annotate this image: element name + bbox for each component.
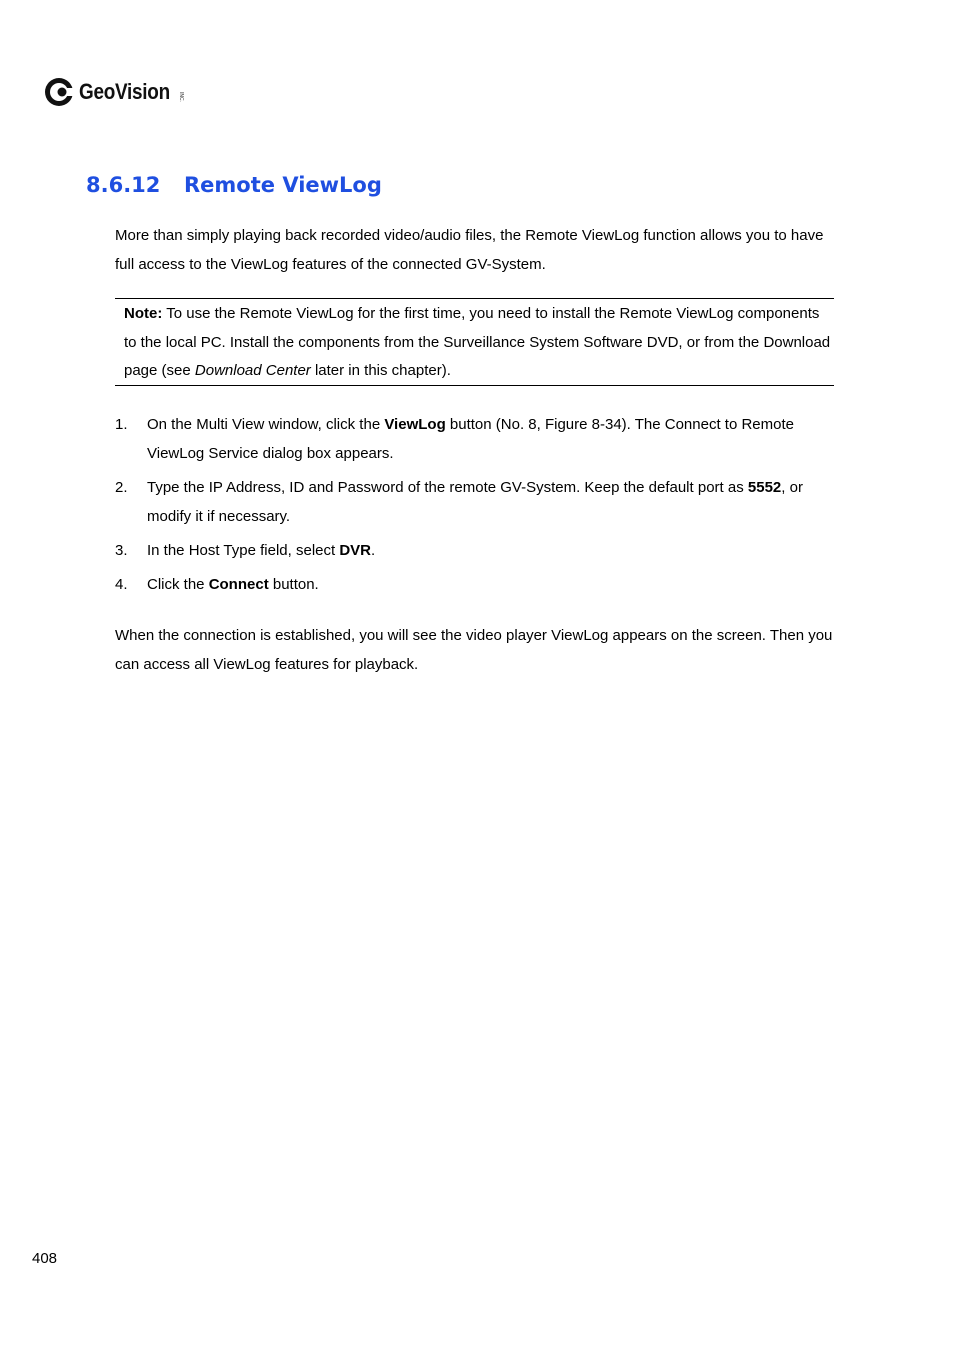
logo-text: GeoVision	[79, 79, 170, 104]
section-title: Remote ViewLog	[184, 173, 382, 197]
step-number: 4.	[115, 576, 128, 593]
step-bold: DVR	[339, 542, 371, 559]
step-text: .	[371, 542, 376, 559]
step-text: Type the IP Address, ID and Password of the remote GV-System. Keep the default port as	[147, 479, 748, 496]
logo-suffix: INC.	[178, 92, 184, 102]
step-bold: ViewLog	[384, 416, 446, 433]
section-heading	[86, 173, 382, 197]
geovision-logo	[44, 74, 185, 110]
step-number: 3.	[115, 542, 128, 559]
geovision-logo-icon	[44, 75, 76, 109]
note-reference: Download Center	[194, 362, 311, 379]
step-bold: Connect	[208, 576, 269, 593]
note-text-end: later in this chapter).	[310, 362, 451, 379]
step-text: , or modify it if necessary.	[147, 479, 803, 525]
step-number: 1.	[115, 416, 128, 433]
step-text: In the Host Type field, select	[147, 542, 340, 559]
step-text: button (No. 8, Figure 8-34). The Connect to Remote ViewLog Service dialog box appears.	[147, 416, 794, 462]
step-text: On the Multi View window, click the	[147, 416, 385, 433]
list-item	[115, 536, 845, 565]
steps-list	[115, 410, 845, 604]
step-bold: 5552	[747, 479, 782, 496]
list-item	[115, 473, 845, 531]
intro-paragraph: More than simply playing back recorded video/audio files, the Remote ViewLog function allows you to have full access to the ViewLog features of the connected GV-System.	[115, 227, 824, 273]
step-number: 2.	[115, 479, 128, 496]
list-item	[115, 410, 845, 468]
note-box	[115, 298, 834, 386]
step-text: Click the	[147, 576, 209, 593]
note-text: To use the Remote ViewLog for the first time, you need to install the Remote ViewLog components to the local PC. Install the components from the Surveillance System Software DVD, or from the Download page (see	[124, 305, 831, 379]
closing-paragraph: When the connection is established, you will see the video player ViewLog appears on the screen. Then you can access all ViewLog features for playback.	[115, 627, 833, 673]
note-label: Note:	[124, 305, 163, 322]
page-number: 408	[32, 1250, 58, 1267]
section-number: 8.6.12	[86, 173, 161, 197]
step-text: button.	[268, 576, 319, 593]
list-item	[115, 570, 845, 599]
